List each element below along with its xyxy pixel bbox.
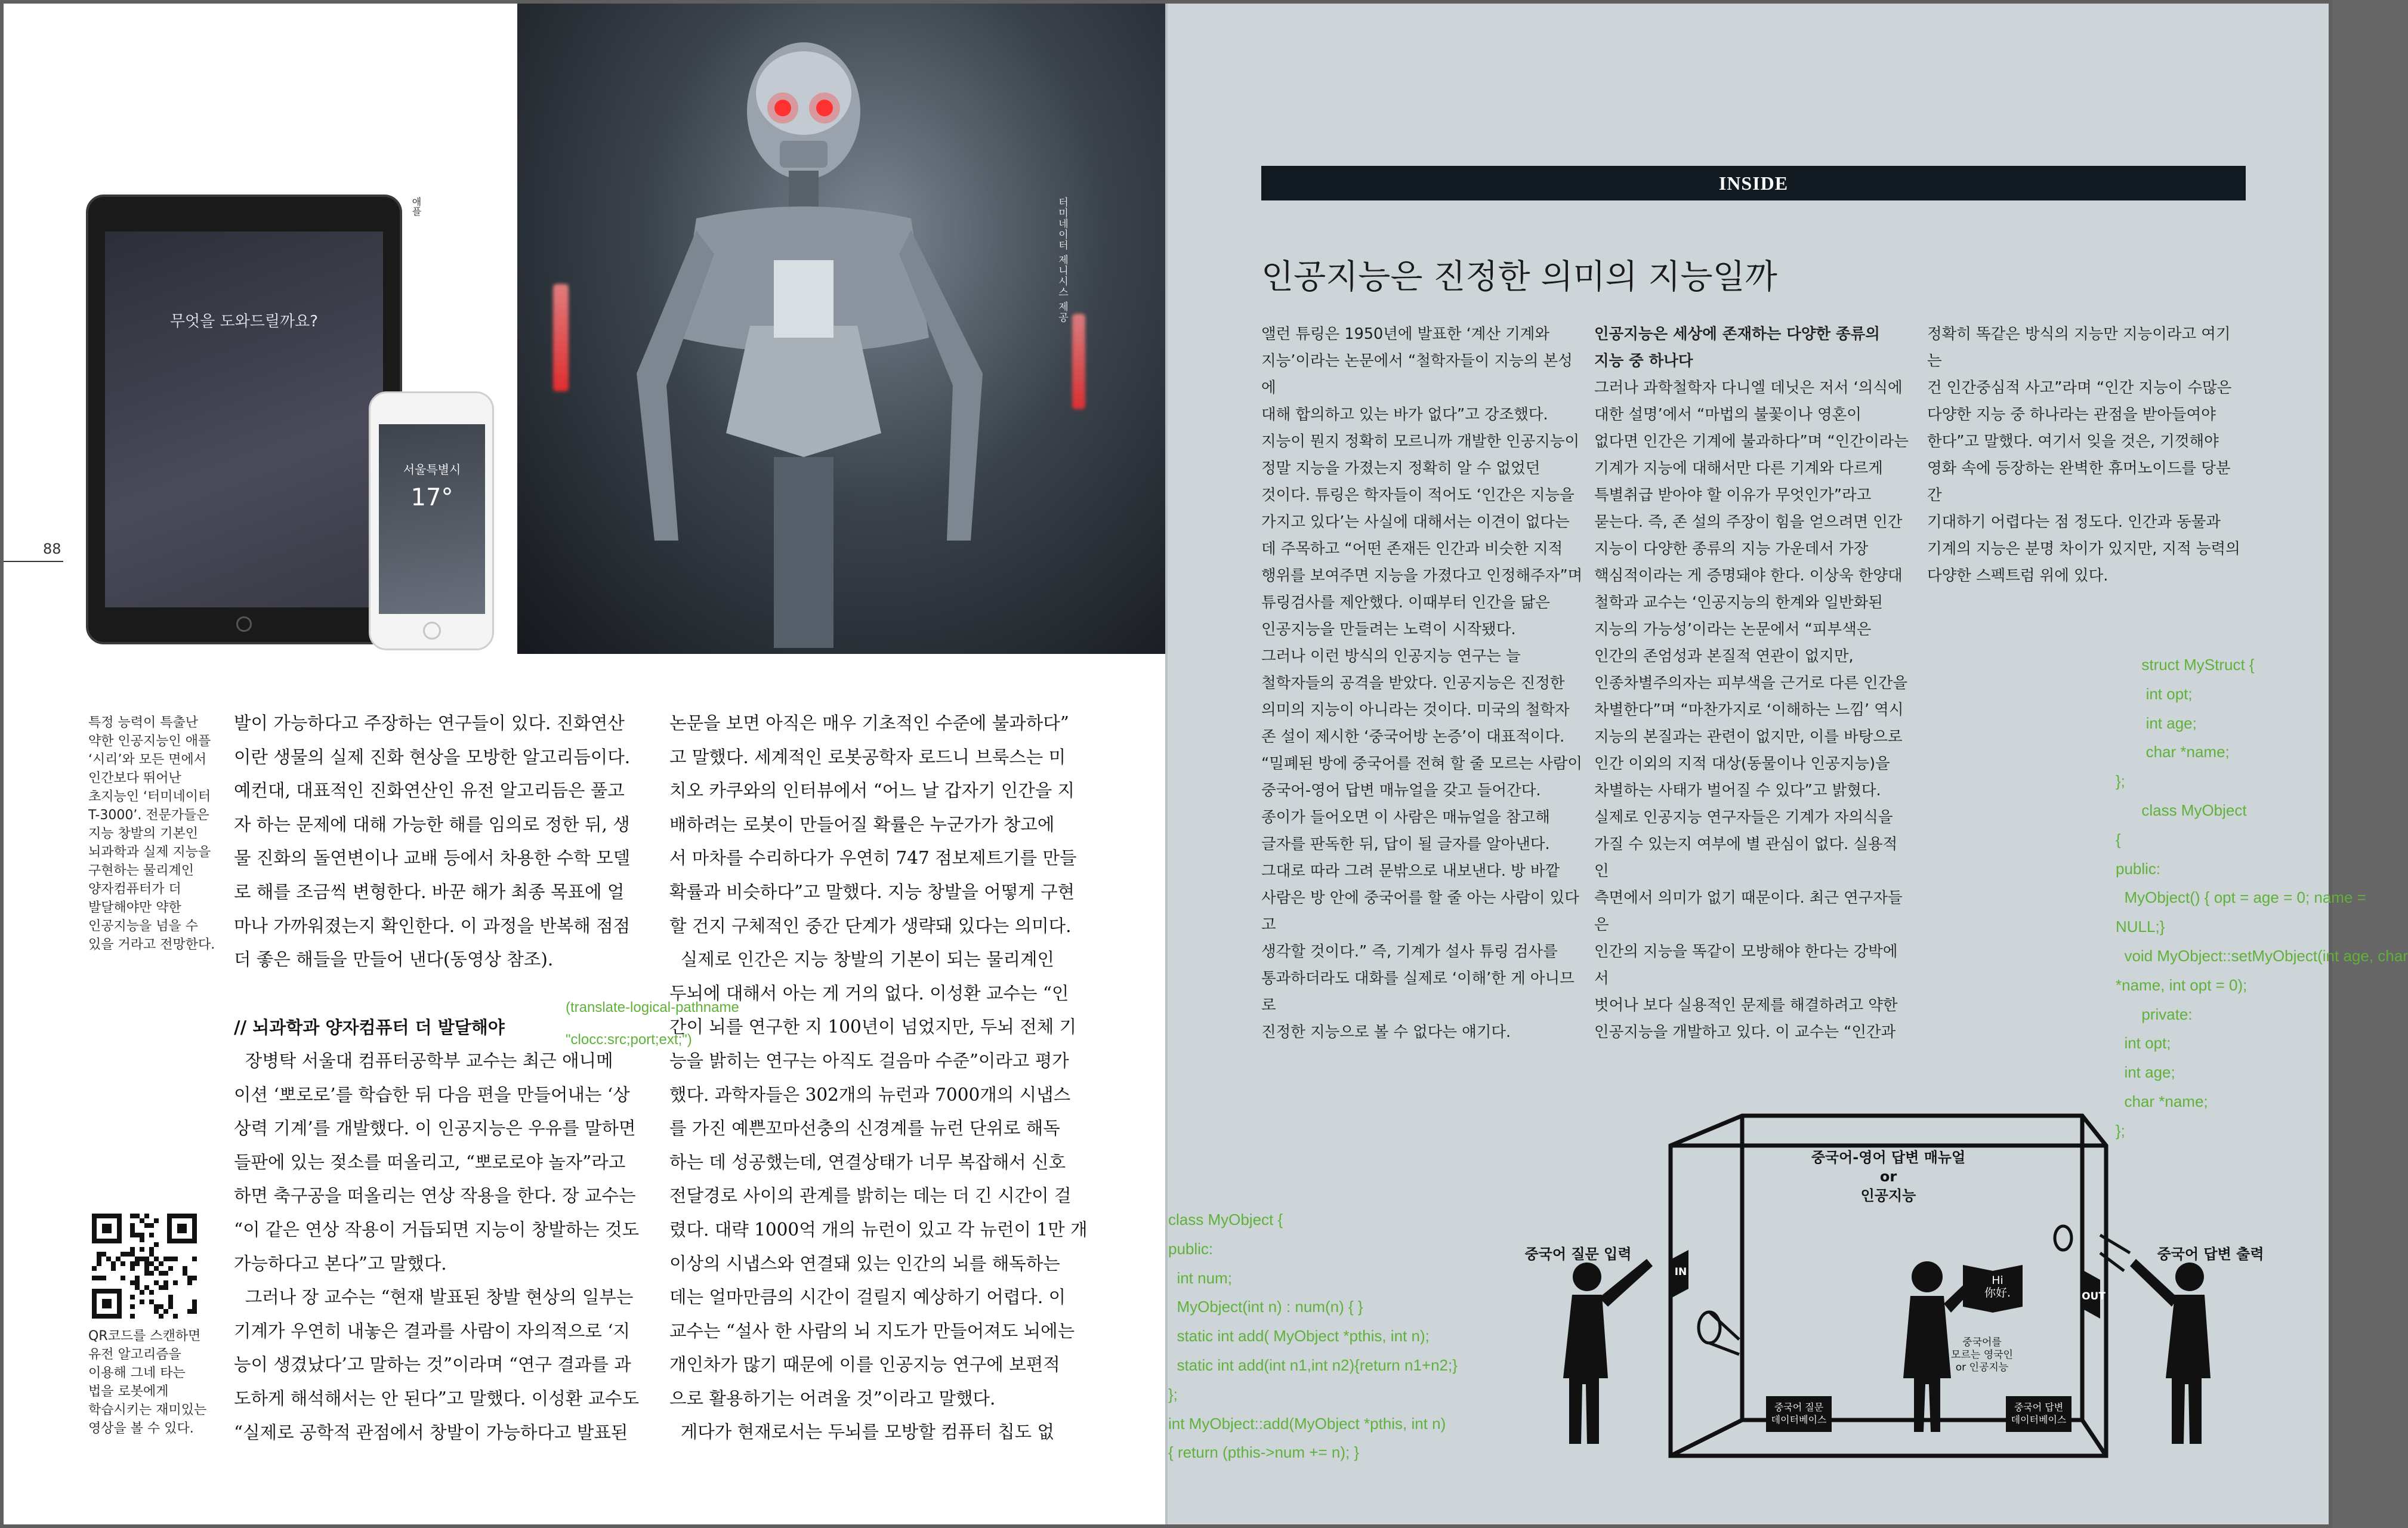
body-line: 논문을 보면 아직은 매우 기초적인 수준에 불과하다”: [669, 713, 1069, 733]
body-line: 실제로 인간은 지능 창발의 기본이 되는 물리계인: [669, 949, 1054, 970]
box-title-line: or: [1879, 1168, 1897, 1185]
body-line: 데는 얼마만큼의 시간이 걸릴지 예상하기 어렵다. 이: [669, 1287, 1066, 1308]
book-text-line: Hi: [1992, 1274, 2003, 1287]
code-line: };: [1168, 1385, 1178, 1403]
inside-line: 다양한 스펙트럼 위에 있다.: [1927, 567, 2108, 585]
output-label: 중국어 답변 출력: [2157, 1246, 2264, 1262]
qr-module: [154, 1218, 159, 1223]
caption-line: 특정 능력이 특출난: [88, 715, 199, 730]
qr-module: [140, 1290, 144, 1295]
home-button-icon: [423, 622, 441, 640]
qr-code[interactable]: [92, 1214, 197, 1319]
inside-line: 없다면 인간은 기계에 불과하다”며 “인간이라는: [1594, 433, 1909, 450]
person-label: [1940, 1336, 2024, 1374]
body-line: 발이 가능하다고 주장하는 연구들이 있다. 진화연산: [234, 713, 625, 733]
caption-line: 법을 로봇에게: [88, 1384, 169, 1399]
code-line: class MyObject {: [1168, 1211, 1283, 1228]
inside-line: 핵심적이라는 게 증명돼야 한다. 이상욱 한양대: [1594, 567, 1903, 585]
code-line: struct MyStruct {: [2116, 656, 2255, 674]
body-line: “실제로 공학적 관점에서 창발이 가능하다고 발표된: [234, 1422, 628, 1443]
body-line: 이란 생물의 실제 진화 현상을 모방한 알고리듬이다.: [234, 746, 631, 767]
qr-module: [173, 1280, 178, 1285]
qr-module: [149, 1290, 154, 1295]
inside-line: 사람은 방 안에 중국어를 할 줄 아는 사람이 있다고: [1261, 889, 1579, 934]
qr-module: [97, 1252, 101, 1257]
body-line: 렸다. 대략 1000억 개의 뉴런이 있고 각 뉴런이 1만 개: [669, 1219, 1088, 1240]
qr-module: [154, 1242, 159, 1247]
qr-module: [154, 1266, 159, 1271]
code-line: "clocc:src;port;ext;"): [566, 1032, 692, 1048]
body-line: 개인차가 많기 때문에 이를 인공지능 연구에 보편적: [669, 1354, 1060, 1375]
qr-module: [130, 1228, 135, 1233]
body-line: 능을 밝히는 연구는 아직도 걸음마 수준”이라고 평가: [669, 1050, 1069, 1071]
inside-line: 그러나 과학철학자 다니엘 데닛은 저서 ‘의식에: [1594, 379, 1903, 397]
body-line: 교수는 “설사 한 사람의 뇌 지도가 만들어져도 뇌에는: [669, 1320, 1075, 1341]
code-line: class MyObject: [2116, 801, 2247, 819]
code-line: int opt;: [2116, 684, 2193, 703]
caption-line: 학습시키는 재미있는: [88, 1403, 207, 1418]
db-label-line: 데이터베이스: [1771, 1414, 1827, 1425]
qr-module: [159, 1271, 163, 1276]
inside-line: 행위를 보여주면 지능을 가졌다고 인정해주자”며: [1261, 567, 1583, 585]
code-line: int opt;: [2116, 1034, 2171, 1052]
inside-section-bar: [1261, 166, 2246, 200]
inside-line: 벗어나 보다 실용적인 문제를 해결하려고 약한: [1594, 996, 1898, 1014]
qr-module: [168, 1266, 173, 1271]
db-label-line: 중국어 답변: [2014, 1402, 2064, 1413]
qr-module: [144, 1285, 149, 1290]
inside-line: 철학자들의 공격을 받았다. 인공지능은 진정한: [1261, 674, 1565, 692]
qr-module: [183, 1266, 187, 1271]
caption-line: 유전 알고리즘을: [88, 1347, 181, 1362]
inside-line: 그대로 따라 그려 문밖으로 내보낸다. 방 바깥: [1261, 862, 1560, 880]
terminator-photo: [517, 4, 1166, 654]
body-line: 이션 ‘뽀로로’를 학습한 뒤 다음 편을 만들어내는 ‘상: [234, 1084, 630, 1105]
weather-city: 서울특별시: [403, 462, 461, 477]
body-line: 서 마차를 수리하다가 우연히 747 점보제트기를 만들: [669, 848, 1077, 869]
qr-module: [163, 1257, 168, 1261]
qr-module: [192, 1276, 197, 1280]
body-line: 간이 뇌를 연구한 지 100년이 넘었지만, 두뇌 전체 기: [669, 1017, 1077, 1038]
qr-module: [159, 1314, 163, 1319]
inside-line: 묻는다. 즉, 존 설의 주장이 힘을 얻으려면 인간: [1594, 513, 1903, 531]
input-label: 중국어 질문 입력: [1524, 1246, 1632, 1262]
qr-module: [111, 1266, 116, 1271]
qr-module: [135, 1280, 140, 1285]
chinese-room-diagram: [1509, 1098, 2273, 1527]
body-line: 가능하다고 본다”고 말했다.: [234, 1253, 447, 1274]
code-line: char *name;: [2116, 1092, 2208, 1110]
qr-module: [163, 1280, 168, 1285]
qr-module: [154, 1304, 159, 1309]
inside-line: 기대하기 어렵다는 점 정도다. 인간과 동물과: [1927, 513, 2221, 531]
qr-module: [130, 1314, 135, 1319]
code-line: { return (pthis->num += n); }: [1168, 1443, 1360, 1462]
qr-module: [154, 1309, 159, 1314]
inside-line: 중국어-영어 답변 매뉴얼을 갖고 들어간다.: [1261, 782, 1541, 800]
code-line: MyObject(int n) : num(n) { }: [1168, 1298, 1363, 1316]
inside-line: 실제로 인공지능 연구자들은 기계가 자의식을: [1594, 808, 1893, 826]
qr-module: [154, 1257, 159, 1261]
qr-module: [140, 1257, 144, 1261]
inside-line: 그러나 이런 방식의 인공지능 연구는 늘: [1261, 647, 1521, 665]
page-title: 인공지능은 진정한 의미의 지능일까: [1261, 258, 1777, 297]
caption-line: 있을 거라고 전망한다.: [88, 937, 215, 952]
qr-module: [140, 1218, 144, 1223]
inside-line: 의미의 지능이 아니라는 것이다. 미국의 철학자: [1261, 701, 1570, 719]
body-line: 예컨대, 대표적인 진화연산인 유전 알고리듬은 풀고: [234, 780, 625, 801]
qr-module: [187, 1276, 192, 1280]
qr-module: [135, 1257, 140, 1261]
body-line: 장병탁 서울대 컴퓨터공학부 교수는 최근 애니메: [234, 1051, 613, 1071]
code-line: private:: [2116, 1005, 2193, 1023]
qr-module: [144, 1223, 149, 1228]
qr-module: [173, 1314, 178, 1319]
body-column-2: [669, 706, 1088, 1449]
inside-line: 데 주목하고 “어떤 존재든 인간과 비슷한 지적: [1261, 540, 1563, 558]
inside-column-2: [1594, 321, 1910, 1046]
body-line: 할 건지 구체적인 중간 단계가 생략돼 있다는 의미다.: [669, 915, 1072, 936]
qr-module: [149, 1247, 154, 1252]
qr-module: [144, 1266, 149, 1271]
inside-column-3: [1927, 321, 2243, 589]
inside-line: 생각할 것이다.” 즉, 기계가 설사 튜링 검사를: [1261, 943, 1558, 961]
inside-line: 특별취급 받아야 할 이유가 무엇인가”라고: [1594, 486, 1872, 504]
section-label: INSIDE: [1718, 172, 1789, 194]
body-line: 하면 축구공을 떠올리는 연상 작용을 한다. 장 교수는: [234, 1186, 636, 1206]
body-line: 으로 활용하기는 어려울 것”이라고 말했다.: [669, 1388, 996, 1409]
inside-line: 대한 설명’에서 “마법의 불꽃이나 영혼이: [1594, 406, 1861, 424]
body-line: 마나 가까워졌는지 확인한다. 이 과정을 반복해 점점: [234, 915, 631, 936]
body-line: 했다. 과학자들은 302개의 뉴런과 7000개의 시냅스: [669, 1084, 1071, 1105]
body-line: 이상의 시냅스와 연결돼 있는 인간의 뇌를 해독하는: [669, 1253, 1060, 1274]
inside-line: 앨런 튜링은 1950년에 발표한 ‘계산 기계와: [1261, 325, 1550, 343]
photo-credit: 터미네이터 제니시스 제공: [1056, 197, 1068, 323]
code-line: (translate-logical-pathname: [566, 999, 739, 1015]
qr-module: [121, 1261, 125, 1266]
qr-module: [130, 1223, 135, 1228]
inside-line: 정확히 똑같은 방식의 지능만 지능이라고 여기는: [1927, 325, 2231, 370]
qr-module: [97, 1276, 101, 1280]
qr-module: [135, 1214, 140, 1218]
box-title-line: 인공지능: [1860, 1187, 1916, 1204]
siri-prompt: 무엇을 도와드릴까요?: [169, 313, 319, 331]
section-subhead: // 뇌과학과 양자컴퓨터 더 발달해야: [234, 1017, 505, 1038]
box-title-line: 중국어-영어 답변 매뉴얼: [1811, 1149, 1966, 1166]
qr-module: [140, 1233, 144, 1237]
qr-module: [192, 1257, 197, 1261]
inside-line: 인간의 지능을 똑같이 모방해야 한다는 강박에서: [1594, 943, 1898, 987]
qr-module: [168, 1295, 173, 1299]
qr-module: [192, 1304, 197, 1309]
code-line: int age;: [2116, 714, 2197, 732]
qr-module: [130, 1266, 135, 1271]
qr-module: [163, 1285, 168, 1290]
code-block-class: [1168, 1205, 1458, 1467]
inside-line: 인공지능을 만들려는 노력이 시작됐다.: [1261, 621, 1516, 638]
qr-module: [163, 1309, 168, 1314]
caption-line: ‘시리’와 모든 면에서: [88, 752, 206, 767]
person-label-line: 중국어를: [1962, 1336, 2002, 1348]
inside-line: 대해 합의하고 있는 바가 없다”고 강조했다.: [1261, 406, 1548, 424]
caption-line: 인간보다 뛰어난: [88, 771, 181, 786]
body-line: 더 좋은 해들을 만들어 낸다(동영상 참조).: [234, 949, 554, 970]
qr-module: [159, 1285, 163, 1290]
inside-line: 지능’이라는 논문에서 “철학자들이 지능의 본성에: [1261, 352, 1573, 397]
body-line: 전달경로 사이의 관계를 밝히는 데는 더 긴 시간이 걸: [669, 1186, 1072, 1206]
qr-module: [168, 1257, 173, 1261]
code-line: };: [2116, 1121, 2125, 1140]
qr-module: [92, 1266, 97, 1271]
inside-line: 글자를 판독한 뒤, 답이 될 글자를 알아낸다.: [1261, 835, 1550, 853]
qr-module: [149, 1299, 154, 1304]
body-line: 확률과 비슷하다”고 말했다. 지능 창발을 어떻게 구현: [669, 881, 1075, 902]
body-line: 기계가 우연히 내놓은 결과를 사람이 자의적으로 ‘지: [234, 1320, 631, 1341]
iphone-device: [369, 391, 494, 650]
body-line: 도하게 해석해서는 안 된다”고 말했다. 이성환 교수도: [234, 1388, 640, 1409]
overlay-code: [566, 992, 739, 1056]
in-tag: IN: [1674, 1266, 1687, 1278]
out-tag: OUT: [2082, 1291, 2106, 1302]
qr-module: [121, 1276, 125, 1280]
caption-line: 이용해 그네 타는: [88, 1366, 186, 1381]
inside-line: 한다”고 말했다. 여기서 잊을 것은, 기껏해야: [1927, 433, 2219, 450]
inside-line: 기계가 지능에 대해서만 다른 기계와 다르게: [1594, 459, 1883, 477]
qr-module: [101, 1252, 106, 1257]
inside-line: 지능이 뭔지 정확히 모르니까 개발한 인공지능이: [1261, 433, 1580, 450]
body-line: 그러나 장 교수는 “현재 발표된 창발 현상의 일부는: [234, 1287, 634, 1308]
qr-module: [144, 1271, 149, 1276]
qr-module: [130, 1261, 135, 1266]
body-line: 게다가 현재로서는 두뇌를 모방할 컴퓨터 칩도 없: [669, 1422, 1054, 1443]
code-line: int num;: [1168, 1268, 1232, 1287]
code-line: *name, int opt = 0);: [2116, 976, 2248, 994]
qr-module: [135, 1276, 140, 1280]
inside-subhead-line: 인공지능은 세상에 존재하는 다양한 종류의: [1594, 325, 1880, 343]
page-number: 88: [43, 541, 61, 557]
qr-module: [97, 1257, 101, 1261]
qr-module: [111, 1261, 116, 1266]
qr-module: [144, 1261, 149, 1266]
inside-line: 다양한 지능 중 하나라는 관점을 받아들여야: [1927, 406, 2216, 424]
body-line: 고 말했다. 세계적인 로봇공학자 로드니 브룩스는 미: [669, 746, 1066, 767]
qr-module: [168, 1299, 173, 1304]
qr-module: [154, 1280, 159, 1285]
code-line: void MyObject::setMyObject(int age, char: [2116, 946, 2408, 965]
caption-line: 인공지능을 넘을 수: [88, 919, 199, 934]
qr-module: [130, 1280, 135, 1285]
inside-line: 인공지능을 개발하고 있다. 이 교수는 “인간과: [1594, 1023, 1896, 1041]
qr-module: [116, 1257, 121, 1261]
body-column-1-bottom: [234, 1044, 640, 1449]
qr-module: [125, 1252, 130, 1257]
qr-module: [149, 1252, 154, 1257]
terminator-robot-icon: [517, 4, 1166, 654]
caption-line: QR코드를 스캔하면: [88, 1329, 201, 1344]
qr-module: [163, 1271, 168, 1276]
inside-line: 측면에서 의미가 없기 때문이다. 최근 연구자들은: [1594, 889, 1903, 934]
inside-subhead-line: 지능 중 하나다: [1594, 352, 1693, 370]
body-line: 배하려는 로봇이 만들어질 확률은 누군가가 창고에: [669, 814, 1055, 835]
caption-line: 약한 인공지능인 애플: [88, 734, 211, 749]
code-line: public:: [2116, 859, 2161, 878]
inside-line: 진정한 지능으로 볼 수 없다는 얘기다.: [1261, 1023, 1511, 1041]
body-line: 상력 기계’를 개발했다. 이 인공지능은 우유를 말하면: [234, 1118, 636, 1139]
question-database-label: [1767, 1401, 1830, 1426]
code-line: int MyObject::add(MyObject *pthis, int n): [1168, 1414, 1446, 1433]
inside-line: 인간의 존엄성과 본질적 연관이 없지만,: [1594, 647, 1854, 665]
qr-module: [135, 1261, 140, 1266]
person-label-line: or 인공지능: [1955, 1362, 2009, 1373]
code-line: static int add(int n1,int n2){return n1+n2;}: [1168, 1356, 1458, 1374]
qr-module: [192, 1299, 197, 1304]
qr-caption: [88, 1327, 220, 1438]
inside-line: 지능의 본질과는 관련이 없지만, 이를 바탕으로: [1594, 728, 1903, 746]
weather-temp: 17°: [410, 484, 453, 511]
home-button-icon: [236, 616, 252, 632]
qr-module: [135, 1233, 140, 1237]
inside-line: 건 인간중심적 사고”라며 “인간 지능이 수많은: [1927, 379, 2232, 397]
qr-module: [149, 1271, 154, 1276]
qr-module: [192, 1309, 197, 1314]
inside-line: 것이다. 튜링은 학자들이 적어도 ‘인간은 지능을: [1261, 486, 1575, 504]
qr-module: [159, 1261, 163, 1266]
body-line: 로 해를 조금씩 변형한다. 바꾼 해가 최종 목표에 얼: [234, 881, 625, 902]
qr-module: [187, 1309, 192, 1314]
page-gutter: [1165, 4, 1168, 1524]
caption-line: 양자컴퓨터가 더: [88, 882, 181, 897]
qr-module: [130, 1304, 135, 1309]
answer-database-label: [2007, 1401, 2070, 1426]
qr-module: [92, 1276, 97, 1280]
inside-line: 가지고 있다’는 사실에 대해서는 이견이 없다는: [1261, 513, 1570, 531]
inside-line: 통과하더라도 대화를 실제로 ‘이해’한 게 아니므로: [1261, 970, 1575, 1014]
inside-line: 종이가 들어오면 이 사람은 매뉴얼을 참고해: [1261, 808, 1550, 826]
qr-module: [140, 1237, 144, 1242]
book-text-line: 你好.: [1984, 1286, 2011, 1299]
inside-line: 차별하는 사태가 벌어질 수 있다”고 밝혔다.: [1594, 782, 1881, 800]
inside-line: 철학과 교수는 ‘인공지능의 한계와 일반화된: [1594, 594, 1883, 612]
code-line: {: [2116, 830, 2121, 848]
qr-module: [168, 1304, 173, 1309]
code-line: NULL;}: [2116, 918, 2165, 936]
inside-line: “밀폐된 방에 중국어를 전혀 할 줄 모르는 사람이: [1261, 755, 1582, 773]
person-label-line: 모르는 영국인: [1951, 1349, 2013, 1361]
qr-module: [140, 1299, 144, 1304]
inside-line: 지능의 가능성’이라는 논문에서 “피부색은: [1594, 621, 1872, 638]
caption-line: T-3000’. 전문가들은: [88, 808, 209, 823]
qr-module: [97, 1261, 101, 1266]
qr-module: [183, 1271, 187, 1276]
body-line: 치오 카쿠와의 인터뷰에서 “어느 날 갑자기 인간을 지: [669, 780, 1075, 801]
photo-caption: [88, 714, 220, 954]
code-line: };: [2116, 772, 2125, 791]
page-number-rule: [4, 561, 63, 562]
caption-line: 초지능인 ‘터미네이터: [88, 789, 211, 804]
db-label-line: 중국어 질문: [1774, 1402, 1824, 1413]
inside-line: 존 설이 제시한 ‘중국어방 논증’이 대표적이다.: [1261, 728, 1565, 746]
code-line: int age;: [2116, 1063, 2175, 1082]
caption-line: 뇌과학과 실제 지능을: [88, 845, 211, 860]
caption-line: 영상을 볼 수 있다.: [88, 1421, 194, 1436]
qr-module: [121, 1252, 125, 1257]
qr-module: [159, 1304, 163, 1309]
qr-module: [101, 1276, 106, 1280]
code-block-struct: [2116, 650, 2408, 1146]
qr-module: [130, 1233, 135, 1237]
qr-module: [149, 1223, 154, 1228]
inside-column-1: [1261, 321, 1583, 1046]
body-line: 를 가진 예쁜꼬마선충의 신경계를 뉴런 단위로 해독: [669, 1118, 1060, 1139]
photo-credit-apple: 애플: [410, 197, 422, 216]
caption-line: 지능 창발의 기본인: [88, 826, 199, 841]
code-line: public:: [1168, 1239, 1214, 1258]
qr-module: [144, 1214, 149, 1218]
body-column-1-top: [234, 706, 637, 977]
code-line: static int add( MyObject *pthis, int n);: [1168, 1327, 1430, 1345]
qr-module: [130, 1295, 135, 1299]
code-line: char *name;: [2116, 743, 2230, 761]
body-line: 두뇌에 대해서 아는 게 거의 없다. 이성환 교수는 “인: [669, 983, 1069, 1004]
body-line: “이 같은 연상 작용이 거듭되면 지능이 창발하는 것도: [234, 1219, 640, 1240]
inside-line: 지능이 다양한 종류의 지능 가운데서 가장: [1594, 540, 1869, 558]
box-title: [1751, 1148, 2026, 1205]
qr-module: [130, 1252, 135, 1257]
body-line: 자 하는 문제에 대해 가능한 해를 임의로 정한 뒤, 생: [234, 814, 630, 835]
inside-line: 인종차별주의자는 피부색을 근거로 다른 인간을: [1594, 674, 1908, 692]
inside-line: 가질 수 있는지 여부에 별 관심이 없다. 실용적인: [1594, 835, 1898, 880]
qr-module: [173, 1257, 178, 1261]
db-label-line: 데이터베이스: [2011, 1414, 2067, 1425]
body-line: 하는 데 성공했는데, 연결상태가 너무 복잡해서 신호: [669, 1152, 1066, 1172]
qr-module: [130, 1247, 135, 1252]
qr-module: [130, 1214, 135, 1218]
inside-line: 정말 지능을 가졌는지 정확히 알 수 없었던: [1261, 459, 1540, 477]
inside-line: 인간 이외의 지적 대상(동물이나 인공지능)을: [1594, 755, 1890, 773]
qr-module: [149, 1233, 154, 1237]
inside-line: 차별한다”며 “마찬가지로 ‘이해하는 느낌’ 역시: [1594, 701, 1904, 719]
qr-module: [187, 1280, 192, 1285]
inside-line: 기계의 지능은 분명 차이가 있지만, 지적 능력의: [1927, 540, 2240, 558]
qr-module: [144, 1257, 149, 1261]
code-line: MyObject() { opt = age = 0; name =: [2116, 888, 2366, 907]
manual-book-text: [1974, 1274, 2021, 1299]
qr-module: [140, 1247, 144, 1252]
body-line: 물 진화의 돌연변이나 교배 등에서 차용한 수학 모델: [234, 848, 631, 869]
caption-line: 구현하는 물리계인: [88, 863, 195, 878]
inside-line: 영화 속에 등장하는 완벽한 휴머노이드를 당분간: [1927, 459, 2231, 504]
body-line: 들판에 있는 젖소를 떠올리고, “뽀로로야 놀자”라고: [234, 1152, 626, 1172]
caption-line: 발달해야만 약한: [88, 900, 181, 915]
ipad-device: [86, 195, 402, 644]
inside-line: 튜링검사를 제안했다. 이때부터 인간을 닮은: [1261, 594, 1550, 612]
body-line: 능이 생겼났다’고 말하는 것”이라며 “연구 결과를 과: [234, 1354, 631, 1375]
qr-module: [106, 1257, 111, 1261]
qr-module: [135, 1285, 140, 1290]
qr-module: [149, 1261, 154, 1266]
